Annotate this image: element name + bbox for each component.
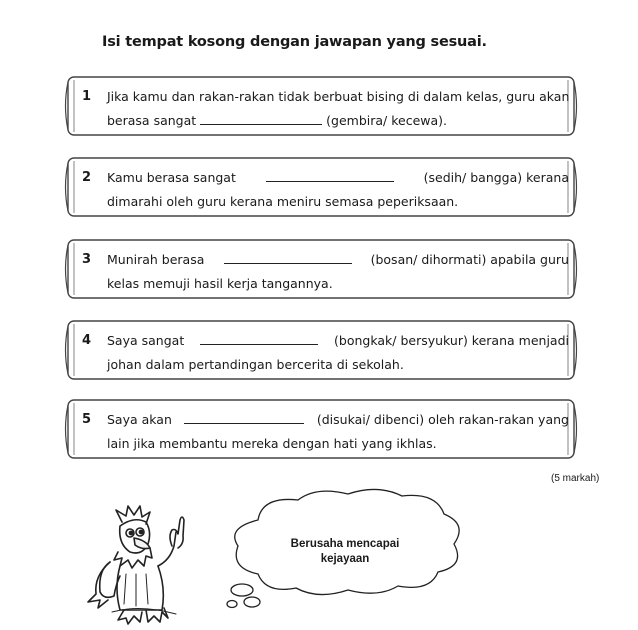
scroll-frame — [62, 397, 580, 461]
question-5-scroll — [62, 397, 580, 461]
scroll-frame — [62, 318, 580, 382]
motto-text: Berusaha mencapai kejayaan — [290, 538, 400, 565]
scroll-frame — [62, 237, 580, 301]
marks-label: (5 markah) — [551, 473, 600, 484]
answer-blank[interactable] — [200, 335, 318, 345]
question-2-scroll — [62, 155, 580, 219]
question-text-line2: kelas memuji hasil kerja tangannya. — [107, 276, 333, 291]
question-text-line2: johan dalam pertandingan bercerita di sekolah. — [107, 357, 404, 372]
question-3-scroll — [62, 237, 580, 301]
question-text-line1: Kamu berasa sangat (sedih/ bangga) kerana — [107, 170, 569, 185]
question-number: 5 — [82, 412, 92, 427]
question-4-scroll — [62, 318, 580, 382]
question-number: 2 — [82, 170, 92, 185]
scroll-frame — [62, 74, 580, 138]
question-1-scroll — [62, 74, 580, 138]
question-number: 3 — [82, 252, 92, 267]
answer-blank[interactable] — [224, 254, 352, 264]
answer-blank[interactable] — [266, 172, 394, 182]
question-text-line1: Jika kamu dan rakan-rakan tidak berbuat bising di dalam kelas, guru akan — [107, 89, 570, 104]
answer-blank[interactable] — [200, 115, 322, 125]
question-text-line2: lain jika membantu mereka dengan hati yang ikhlas. — [107, 436, 437, 451]
question-text-line2: berasa sangat (gembira/ kecewa). — [107, 113, 448, 128]
answer-blank[interactable] — [184, 414, 304, 424]
instruction-heading: Isi tempat kosong dengan jawapan yang sesuai. — [102, 34, 487, 50]
question-number: 1 — [82, 89, 92, 104]
scroll-frame — [62, 155, 580, 219]
eagle-mascot-illustration — [80, 500, 210, 628]
question-text-line1: Munirah berasa (bosan/ dihormati) apabila guru — [107, 252, 569, 267]
question-text-line2: dimarahi oleh guru kerana meniru semasa peperiksaan. — [107, 194, 459, 209]
question-text-line1: Saya akan (disukai/ dibenci) oleh rakan-rakan yang — [107, 412, 569, 427]
question-text-line1: Saya sangat (bongkak/ bersyukur) kerana menjadi — [107, 333, 569, 348]
question-number: 4 — [82, 333, 92, 348]
